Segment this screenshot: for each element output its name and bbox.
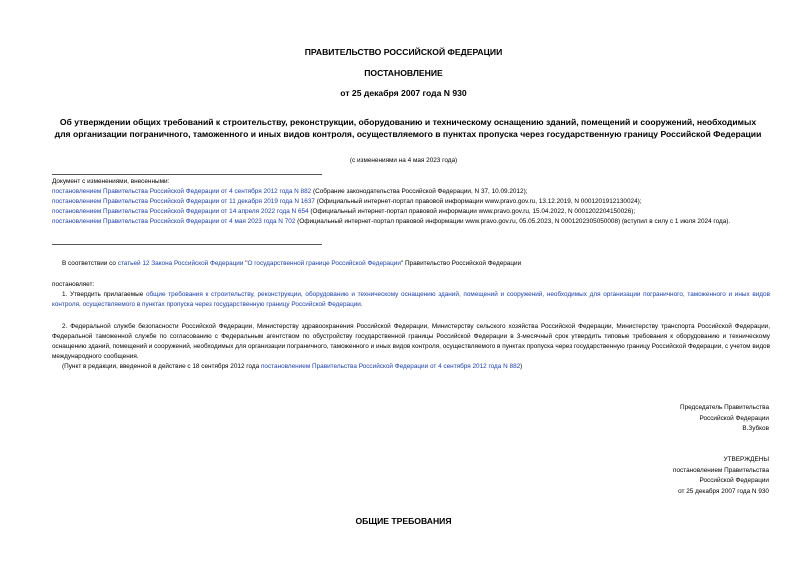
approval-block: [673, 455, 769, 497]
point-1: [52, 290, 770, 310]
signature-position: Председатель Правительства: [680, 404, 769, 411]
amendment-text: (Официальный интернет-портал правовой информации www.pravo.gov.ru, 13.12.2019, N 0001201912130024);: [314, 198, 642, 205]
amendment-item: [52, 217, 770, 227]
point-1-text: .: [360, 301, 363, 308]
resolves-text: постановляет:: [52, 281, 95, 288]
point-1-text: 1. Утвердить прилагаемые: [62, 291, 146, 298]
amendment-item: [52, 207, 635, 217]
note-text: ): [520, 363, 523, 370]
signature-country: Российской Федерации: [699, 414, 769, 422]
approval-heading: УТВЕРЖДЕНЫ: [723, 456, 769, 463]
signature-name: В.Зубков: [742, 425, 769, 432]
document-title: Об утверждении общих требований к строительству, реконструкции, оборудованию и техническому оснащению зданий, помещений и сооружений, необходимых для организации пограничного, таможенного и иных видов контроля, осуществляемого в пунктах пропуска через государственную границу Российской Федерации: [54, 117, 762, 139]
document-type-heading: ПОСТАНОВЛЕНИЕ: [364, 68, 443, 78]
amendments-intro: Документ с изменениями, внесенными:: [52, 178, 170, 185]
amendment-link[interactable]: постановлением Правительства Российской Федерации от 11 декабря 2019 года N 1637: [52, 198, 315, 205]
approval-line: Российской Федерации: [699, 477, 769, 484]
amendment-link[interactable]: постановлением Правительства Российской Федерации от 4 мая 2023 года N 702: [52, 218, 296, 225]
approval-line: постановлением Правительства: [673, 466, 769, 474]
signature-block: [680, 403, 769, 435]
government-heading: ПРАВИТЕЛЬСТВО РОССИЙСКОЙ ФЕДЕРАЦИИ: [304, 47, 503, 57]
amendment-link[interactable]: постановлением Правительства Российской Федерации от 4 сентября 2012 года N 882: [52, 188, 312, 195]
amendment-2012-link[interactable]: постановлением Правительства Российской Федерации от 4 сентября 2012 года N 882: [260, 363, 521, 370]
approval-date: от 25 декабря 2007 года N 930: [678, 487, 769, 495]
date-number-heading: от 25 декабря 2007 года N 930: [340, 88, 467, 98]
general-requirements-link[interactable]: общие требования к строительству, реконструкции, оборудованию и техническому оснащению зданий, помещений и сооружений, необходимых для организации пограничного, таможенного и иных видов контроля, осуществляемого в пунктах пропуска через государственную границу Российской Федерации: [52, 291, 770, 308]
preamble-text: ": [243, 260, 248, 267]
revision-note: (с изменениями на 4 мая 2023 года): [349, 157, 458, 164]
amendments-bottom-rule: [52, 244, 322, 245]
preamble-text: В соответствии со: [62, 260, 118, 267]
preamble-text: " Правительство Российской Федерации: [400, 260, 522, 267]
note-text: (Пункт в редакции, введенной в действие с 18 сентября 2012 года: [62, 363, 261, 370]
point-2-note: [62, 362, 522, 372]
amendment-link[interactable]: постановлением Правительства Российской Федерации от 14 апреля 2022 года N 654: [52, 208, 309, 215]
amendment-text: (Собрание законодательства Российской Федерации, N 37, 10.09.2012);: [311, 188, 528, 195]
preamble: [62, 259, 521, 269]
amendments-top-rule: [52, 174, 322, 175]
amendment-item: [52, 197, 642, 207]
point-2: 2. Федеральной службе безопасности Российской Федерации, Министерству здравоохранения Российской Федерации, Министерству сельского хозяйства Российской Федерации, Министерству транспорта Российской Федерации, Федеральной таможенной службе по согласованию с Федеральным агентством по обустройству государственной границы Российской Федерации в 3-месячный срок утвердить типовые требования к оборудованию и техническому оснащению зданий, помещений и сооружений, необходимых для организации пограничного, таможенного и иных видов контроля, осуществляемого в пунктах пропуска через государственную границу Российской Федерации, с учетом видов международного сообщения.: [52, 323, 770, 360]
law-title-link[interactable]: О государственной границе Российской Федерации: [247, 260, 401, 267]
amendment-item: [52, 187, 528, 197]
amendment-text: (Официальный интернет-портал правовой информации www.pravo.gov.ru, 05.05.2023, N 0001202305050008) (вступил в силу с 1 июля 2024 года).: [295, 218, 731, 225]
law-article-link[interactable]: статьей 12 Закона Российской Федерации: [117, 260, 244, 267]
amendment-text: (Официальный интернет-портал правовой информации www.pravo.gov.ru, 15.04.2022, N 0001202204150026);: [308, 208, 636, 215]
section-title: ОБЩИЕ ТРЕБОВАНИЯ: [355, 516, 452, 526]
